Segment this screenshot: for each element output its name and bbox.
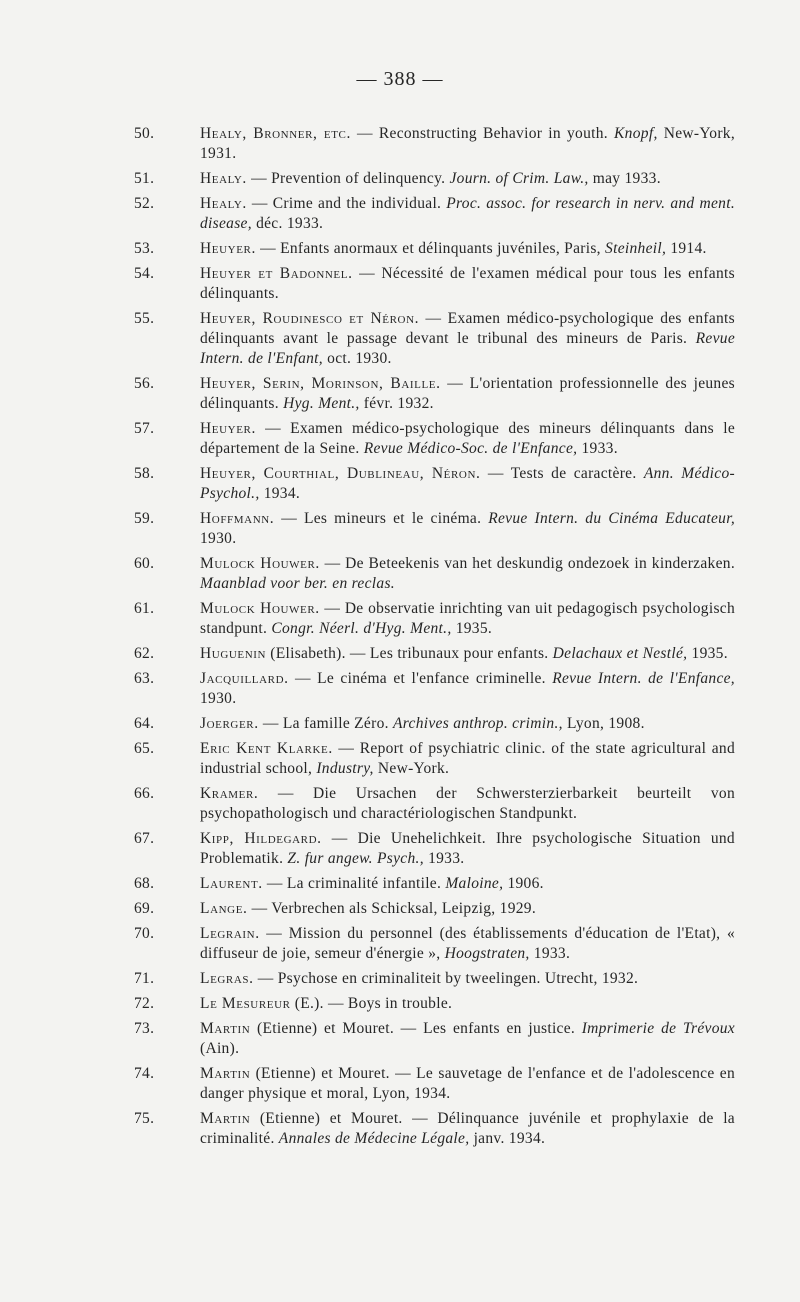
entry-publication: Revue Intern. du Cinéma Educateur, bbox=[488, 510, 735, 527]
entry-title: Crime and the individual. bbox=[272, 195, 447, 212]
entry-publication: Revue Intern. de l'Enfance, bbox=[552, 670, 735, 687]
entry-authors: Le Mesureur bbox=[200, 995, 291, 1012]
entry-title: Die Ursachen der Schwersterzierbarkeit beurteilt von psychopathologisch und charactériologischen Standpunkt. bbox=[200, 785, 735, 822]
entry-dash: — bbox=[288, 670, 318, 687]
entry-details: 1914. bbox=[666, 240, 707, 257]
entry-number: 61. bbox=[134, 600, 155, 617]
bibliography-entry bbox=[134, 1064, 735, 1104]
entry-details: 1906. bbox=[503, 875, 544, 892]
entry-title: Verbrechen als Schicksal, Leipzig, 1929. bbox=[271, 900, 537, 917]
entry-details: oct. 1930. bbox=[322, 350, 392, 367]
entry-authors: Martin bbox=[200, 1110, 251, 1127]
entry-publication: Industry, bbox=[316, 760, 374, 777]
entry-dash: — bbox=[246, 195, 273, 212]
bibliography-entry bbox=[134, 644, 735, 664]
entry-publication: Journ. of Crim. Law., bbox=[449, 170, 589, 187]
entry-number: 67. bbox=[134, 830, 155, 847]
bibliography-entry bbox=[134, 599, 736, 639]
bibliography-entry bbox=[134, 669, 735, 709]
entry-dash: — bbox=[440, 375, 470, 392]
entry-title: L'orientation professionnelle des jeunes délinquants. bbox=[200, 375, 735, 412]
entry-authors: Healy. bbox=[200, 170, 247, 187]
entry-title: Die Unehelichkeit. Ihre psychologische Situation und Problematik. bbox=[200, 830, 735, 867]
entry-authors: Heuyer. bbox=[200, 240, 256, 257]
entry-authors: Heuyer, Roudinesco et Néron. bbox=[200, 310, 420, 327]
entry-details: 1935. bbox=[687, 645, 728, 662]
entry-title: (Etienne) et Mouret. — Les enfants en justice. bbox=[250, 1020, 582, 1037]
entry-authors: Mulock Houwer. bbox=[200, 555, 320, 572]
entry-publication: Maloine, bbox=[445, 875, 504, 892]
bibliography-entry bbox=[134, 994, 735, 1014]
entry-publication: Hyg. Ment., bbox=[283, 395, 360, 412]
entry-details: 1930. bbox=[200, 530, 237, 547]
bibliography-entry bbox=[134, 309, 735, 369]
entry-title: De observatie inrichting van uit pedagogisch psychologisch standpunt. bbox=[200, 600, 736, 637]
entry-details: févr. 1932. bbox=[359, 395, 434, 412]
entry-title: La famille Zéro. bbox=[282, 715, 393, 732]
entry-publication: Proc. assoc. for research in nerv. and ment. disease, bbox=[200, 195, 736, 232]
entry-authors: Jacquillard. bbox=[200, 670, 289, 687]
entry-dash: — bbox=[262, 875, 287, 892]
bibliography-entry bbox=[134, 1109, 735, 1149]
entry-dash: — bbox=[350, 125, 379, 142]
entry-authors: Martin bbox=[200, 1020, 251, 1037]
entry-dash: — bbox=[259, 925, 289, 942]
entry-number: 58. bbox=[134, 465, 155, 482]
entry-title: Mission du personnel (des établissements d'éducation de l'Etat), « diffuseur de joie, semeur d'énergie », bbox=[200, 925, 735, 962]
bibliography-entry bbox=[134, 554, 735, 594]
bibliography-entry bbox=[134, 829, 735, 869]
entry-details: Lyon, 1908. bbox=[562, 715, 645, 732]
entry-details: 1933. bbox=[529, 945, 571, 962]
entry-dash: — bbox=[274, 510, 304, 527]
entry-title: Prevention of delinquency. bbox=[271, 170, 450, 187]
entry-dash: — bbox=[246, 170, 272, 187]
entry-publication: Congr. Néerl. d'Hyg. Ment., bbox=[271, 620, 452, 637]
entry-publication: Revue Intern. de l'Enfant, bbox=[200, 330, 735, 367]
entry-number: 71. bbox=[134, 970, 155, 987]
entry-details: may 1933. bbox=[588, 170, 661, 187]
bibliography-entry bbox=[134, 874, 735, 894]
bibliography-entry bbox=[134, 124, 736, 164]
entry-title: (Elisabeth). — Les tribunaux pour enfants. bbox=[266, 645, 553, 662]
bibliography-entry bbox=[134, 419, 735, 459]
bibliography-entry bbox=[134, 899, 735, 919]
entry-number: 57. bbox=[134, 420, 155, 437]
entry-authors: Legras. bbox=[200, 970, 254, 987]
entry-details: déc. 1933. bbox=[251, 215, 324, 232]
entry-number: 55. bbox=[134, 310, 155, 327]
entry-dash: — bbox=[332, 740, 360, 757]
entry-title: Tests de caractère. bbox=[510, 465, 644, 482]
entry-details: 1935. bbox=[451, 620, 493, 637]
entry-dash: — bbox=[319, 600, 345, 617]
bibliography-entry bbox=[134, 784, 735, 824]
entry-publication: Z. fur angew. Psych., bbox=[287, 850, 424, 867]
entry-title: Le cinéma et l'enfance criminelle. bbox=[317, 670, 553, 687]
entry-authors: Huguenin bbox=[200, 645, 267, 662]
bibliography-entry bbox=[134, 739, 736, 779]
entry-number: 54. bbox=[134, 265, 155, 282]
entry-authors: Heuyer, Serin, Morinson, Baille. bbox=[200, 375, 441, 392]
entry-title: Examen médico-psychologique des mineurs délinquants dans le département de la Seine. bbox=[200, 420, 735, 457]
entry-number: 70. bbox=[134, 925, 155, 942]
entry-number: 73. bbox=[134, 1020, 155, 1037]
entry-authors: Kipp, Hildegard. bbox=[200, 830, 322, 847]
entry-title: (E.). — Boys in trouble. bbox=[290, 995, 453, 1012]
entry-authors: Healy. bbox=[200, 195, 247, 212]
entry-authors: Eric Kent Klarke. bbox=[200, 740, 333, 757]
entry-number: 59. bbox=[134, 510, 155, 527]
bibliography-entry bbox=[134, 714, 735, 734]
entry-publication: Knopf, bbox=[614, 125, 658, 142]
bibliography-entry bbox=[134, 1019, 735, 1059]
bibliography-entry bbox=[134, 239, 735, 259]
entry-number: 51. bbox=[134, 170, 155, 187]
entry-title: Enfants anormaux et délinquants juvéniles, Paris, bbox=[280, 240, 606, 257]
entry-dash: — bbox=[321, 830, 358, 847]
entry-details: New-York. bbox=[373, 760, 450, 777]
entry-number: 69. bbox=[134, 900, 155, 917]
entry-dash: — bbox=[258, 785, 314, 802]
entry-publication: Archives anthrop. crimin., bbox=[392, 715, 563, 732]
page-number: — 388 — bbox=[356, 68, 444, 90]
entry-title: Reconstructing Behavior in youth. bbox=[378, 125, 615, 142]
entry-number: 63. bbox=[134, 670, 155, 687]
entry-publication: Delachaux et Nestlé, bbox=[552, 645, 688, 662]
entry-dash: — bbox=[255, 420, 291, 437]
bibliography-entry bbox=[134, 509, 735, 549]
entry-details: 1930. bbox=[200, 690, 237, 707]
entry-number: 62. bbox=[134, 645, 155, 662]
bibliography-entry bbox=[134, 374, 735, 414]
entry-details: 1933. bbox=[423, 850, 465, 867]
entry-number: 64. bbox=[134, 715, 155, 732]
entry-details: 1933. bbox=[577, 440, 618, 457]
entry-title: Examen médico-psychologique des enfants délinquants avant le passage devant le tribunal des mineurs de Paris. bbox=[200, 310, 735, 347]
entry-title: Report of psychiatric clinic. of the state agricultural and industrial school, bbox=[200, 740, 736, 777]
entry-number: 50. bbox=[134, 125, 155, 142]
entry-number: 65. bbox=[134, 740, 155, 757]
bibliography-entry bbox=[134, 924, 735, 964]
entry-details: 1934. bbox=[259, 485, 301, 502]
entry-number: 53. bbox=[134, 240, 155, 257]
entry-authors: Heuyer. bbox=[200, 420, 256, 437]
entry-title: (Etienne) et Mouret. — Délinquance juvénile et prophylaxie de la criminalité. bbox=[200, 1110, 735, 1147]
entry-publication: Maanblad voor ber. en reclas. bbox=[200, 575, 395, 592]
entry-details: (Ain). bbox=[200, 1040, 240, 1057]
bibliography-entry bbox=[134, 464, 735, 504]
entry-number: 56. bbox=[134, 375, 155, 392]
entry-number: 75. bbox=[134, 1110, 155, 1127]
entry-dash: — bbox=[247, 900, 272, 917]
entry-number: 52. bbox=[134, 195, 155, 212]
entry-authors: Joerger. bbox=[200, 715, 259, 732]
entry-publication: Annales de Médecine Légale, bbox=[278, 1130, 470, 1147]
entry-publication: Hoogstraten, bbox=[444, 945, 530, 962]
entry-dash: — bbox=[480, 465, 511, 482]
entry-authors: Laurent. bbox=[200, 875, 263, 892]
bibliography-entry bbox=[134, 969, 735, 989]
bibliography-entry bbox=[134, 194, 736, 234]
entry-authors: Healy, Bronner, etc. bbox=[200, 125, 351, 142]
entry-dash: — bbox=[352, 265, 382, 282]
entry-authors: Heuyer et Badonnel. bbox=[200, 265, 353, 282]
entry-details: New-York, 1931. bbox=[200, 125, 736, 162]
entry-title: Nécessité de l'examen médical pour tous les enfants délinquants. bbox=[200, 265, 735, 302]
entry-title: (Etienne) et Mouret. — Le sauvetage de l'enfance et de l'adolescence en danger physique et moral, Lyon, 1934. bbox=[200, 1065, 735, 1102]
entry-publication: Revue Médico-Soc. de l'Enfance, bbox=[363, 440, 578, 457]
entry-number: 68. bbox=[134, 875, 155, 892]
entry-authors: Lange. bbox=[200, 900, 248, 917]
entry-dash: — bbox=[255, 240, 281, 257]
entry-number: 74. bbox=[134, 1065, 155, 1082]
bibliography-entry bbox=[134, 264, 735, 304]
entry-number: 60. bbox=[134, 555, 155, 572]
entry-dash: — bbox=[319, 555, 346, 572]
entry-dash: — bbox=[419, 310, 448, 327]
bibliography-entry bbox=[134, 169, 735, 189]
entry-authors: Martin bbox=[200, 1065, 251, 1082]
entry-authors: Kramer. bbox=[200, 785, 259, 802]
entry-dash: — bbox=[258, 715, 283, 732]
entry-publication: Steinheil, bbox=[605, 240, 667, 257]
entry-publication: Imprimerie de Trévoux bbox=[581, 1020, 735, 1037]
entry-authors: Legrain. bbox=[200, 925, 260, 942]
entry-title: La criminalité infantile. bbox=[286, 875, 446, 892]
entry-title: De Beteekenis van het deskundig ondezoek in kinderzaken. bbox=[345, 555, 735, 572]
entry-title: Psychose en criminaliteit by tweelingen. Utrecht, 1932. bbox=[277, 970, 639, 987]
entry-publication: Ann. Médico-Psychol., bbox=[200, 465, 735, 502]
bibliography-list bbox=[0, 124, 800, 1154]
entry-authors: Mulock Houwer. bbox=[200, 600, 320, 617]
entry-authors: Hoffmann. bbox=[200, 510, 275, 527]
entry-dash: — bbox=[253, 970, 278, 987]
entry-authors: Heuyer, Courthial, Dublineau, Néron. bbox=[200, 465, 481, 482]
entry-number: 72. bbox=[134, 995, 155, 1012]
entry-details: janv. 1934. bbox=[469, 1130, 546, 1147]
entry-number: 66. bbox=[134, 785, 155, 802]
entry-title: Les mineurs et le cinéma. bbox=[303, 510, 489, 527]
